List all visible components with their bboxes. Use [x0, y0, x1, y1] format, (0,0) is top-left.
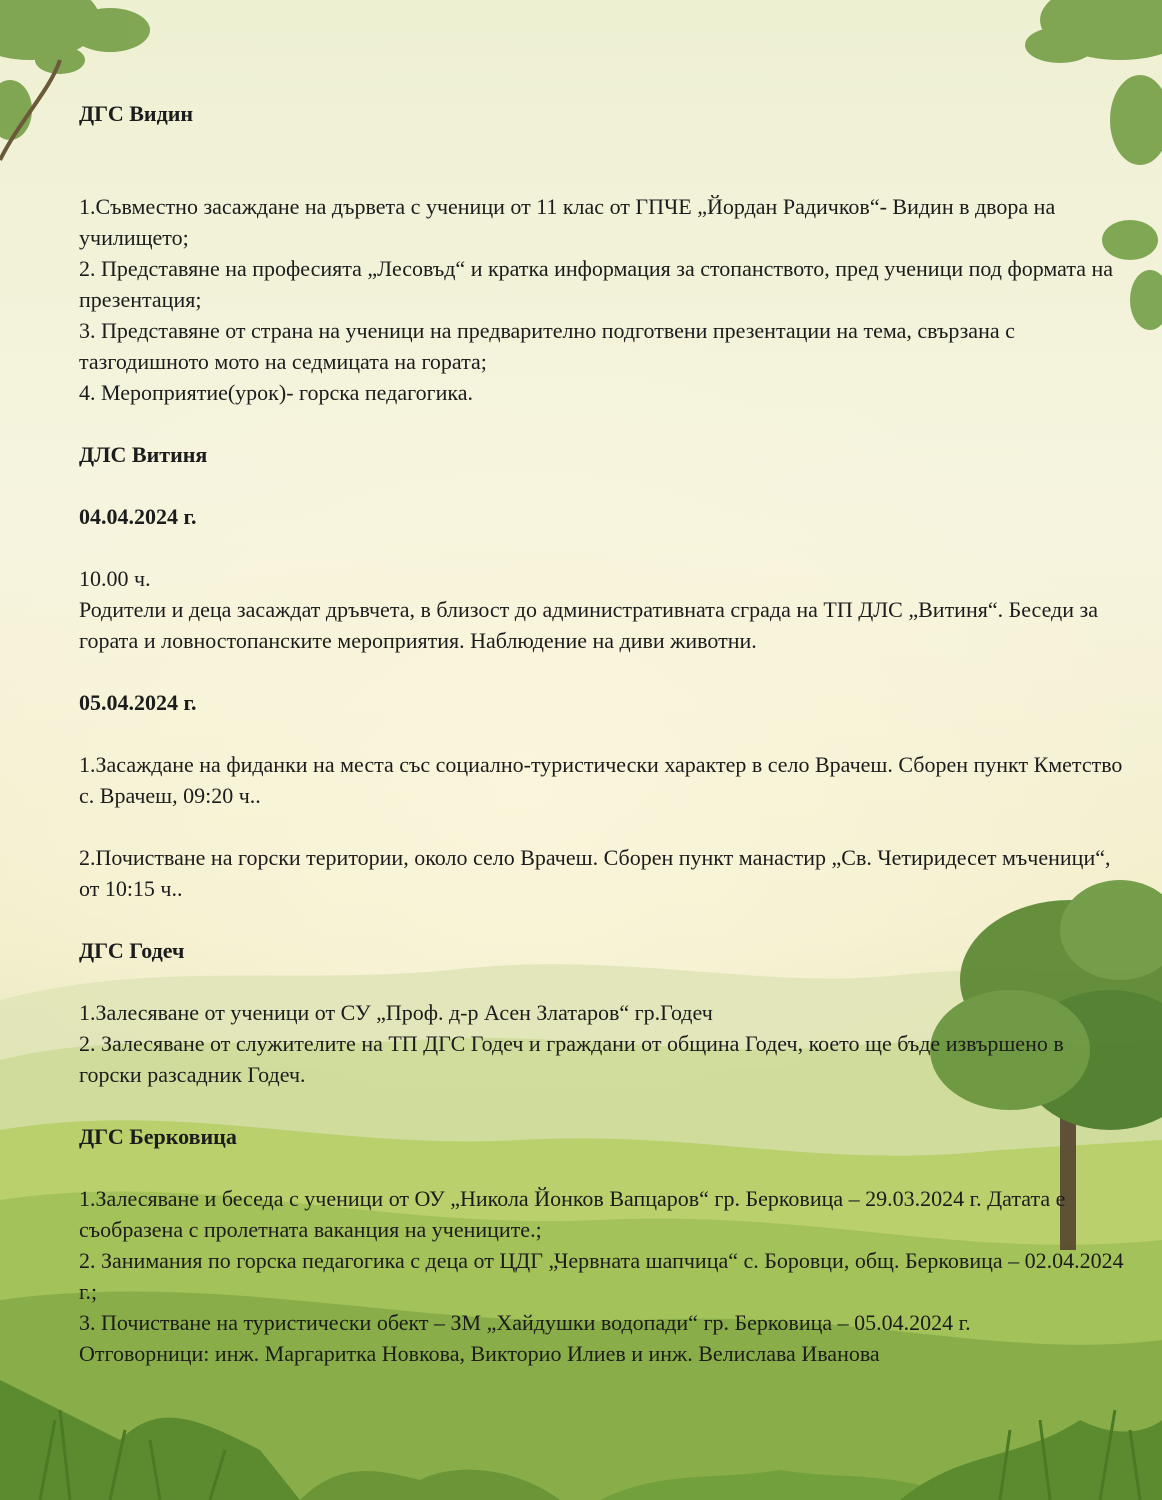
- vitinya-time-1: 10.00 ч.: [79, 566, 151, 591]
- berkovitsa-item-1: 1.Залесяване и беседа с ученици от ОУ „Никола Йонков Вапцаров“ гр. Берковица – 29.03.2024 г. Датата е съобразена с пролетната ваканция на учениците.;: [79, 1186, 1066, 1242]
- vitinya-text-1: Родители и деца засаждат дръвчета, в близост до административната сграда на ТП ДЛС „Витиня“. Беседи за гората и ловностопанските мероприятия. Наблюдение на диви животни.: [79, 597, 1098, 653]
- section-title-berkovitsa: ДГС Берковица: [79, 1124, 237, 1149]
- godech-item-2: 2. Залесяване от служителите на ТП ДГС Годеч и граждани от община Годеч, което ще бъде извършено в горски разсадник Годеч.: [79, 1031, 1064, 1087]
- vidin-item-3: 3. Представяне от страна на ученици на предварително подготвени презентации на тема, свързана с тазгодишното мото на седмицата на гората;: [79, 318, 1015, 374]
- section-title-godech: ДГС Годеч: [79, 938, 185, 963]
- berkovitsa-item-3: 3. Почистване на туристически обект – ЗМ „Хайдушки водопади“ гр. Берковица – 05.04.2024 г.: [79, 1310, 971, 1335]
- vitinya-date-1: 04.04.2024 г.: [79, 504, 197, 529]
- vidin-item-2: 2. Представяне на професията „Лесовъд“ и кратка информация за стопанството, пред ученици под формата на презентация;: [79, 256, 1114, 312]
- vitinya-item-2: 2.Почистване на горски територии, около село Врачеш. Сборен пункт манастир „Св. Четиридесет мъченици“, от 10:15 ч..: [79, 845, 1111, 901]
- document-body: [79, 98, 1124, 1369]
- section-title-vitinya: ДЛС Витиня: [79, 442, 208, 467]
- berkovitsa-responsible: Отговорници: инж. Маргаритка Новкова, Викторио Илиев и инж. Велислава Иванова: [79, 1341, 880, 1366]
- berkovitsa-item-2: 2. Занимания по горска педагогика с деца от ЦДГ „Червната шапчица“ с. Боровци, общ. Берковица – 02.04.2024 г.;: [79, 1248, 1124, 1304]
- vitinya-date-2: 05.04.2024 г.: [79, 690, 197, 715]
- section-title-vidin: ДГС Видин: [79, 101, 194, 126]
- vidin-item-1: 1.Съвместно засаждане на дървета с ученици от 11 клас от ГПЧЕ „Йордан Радичков“- Видин в двора на училището;: [79, 194, 1056, 250]
- godech-item-1: 1.Залесяване от ученици от СУ „Проф. д-р Асен Златаров“ гр.Годеч: [79, 1000, 713, 1025]
- vitinya-item-1: 1.Засаждане на фиданки на места със социално-туристически характер в село Врачеш. Сборен пункт Кметство с. Врачеш, 09:20 ч..: [79, 752, 1123, 808]
- vidin-item-4: 4. Мероприятие(урок)- горска педагогика.: [79, 380, 473, 405]
